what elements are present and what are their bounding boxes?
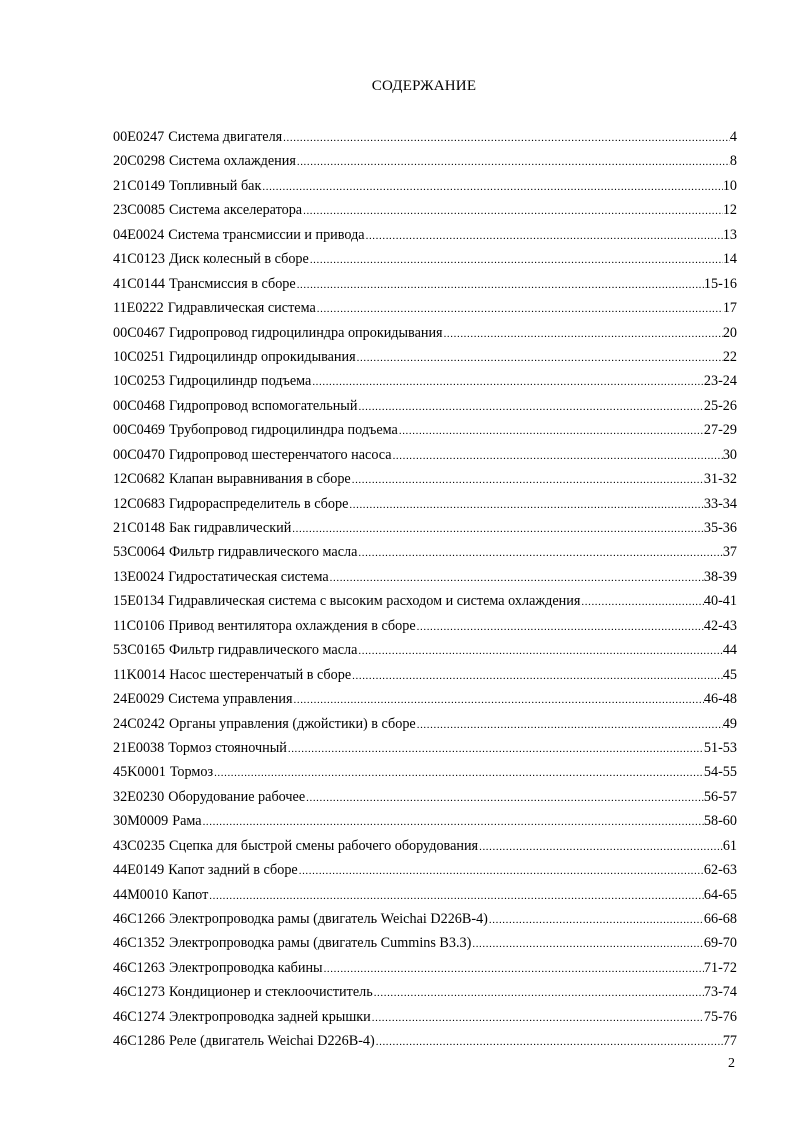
toc-entry-code: 04E0024: [113, 226, 165, 243]
toc-entry-page: 62-63: [703, 862, 737, 879]
toc-dot-leader: [373, 981, 704, 1005]
toc-entry-title: Гидравлическая система с высоким расходом и система охлаждения: [168, 593, 581, 610]
toc-dot-leader: [291, 517, 704, 541]
toc-dot-leader: [357, 541, 722, 565]
toc-entry: [113, 394, 737, 418]
toc-dot-leader: [261, 175, 722, 199]
toc-dot-leader: [351, 664, 723, 688]
toc-entry-code: 24E0029: [113, 691, 165, 708]
toc-entry-code: 15E0134: [113, 593, 165, 610]
toc-entry-code: 41C0144: [113, 275, 166, 292]
toc-entry-code: 12C0682: [113, 471, 166, 488]
toc-entry-page: 61: [722, 837, 737, 854]
toc-entry: [113, 272, 737, 296]
toc-entry-code: 46C1286: [113, 1033, 166, 1050]
toc-entry-title: Кондиционер и стеклоочиститель: [169, 984, 373, 1001]
toc-dot-leader: [478, 835, 723, 859]
toc-dot-leader: [296, 273, 704, 297]
toc-entry-title: Сцепка для быстрой смены рабочего оборудования: [169, 837, 479, 854]
toc-entry: [113, 614, 737, 638]
toc-entry-page: 66-68: [703, 911, 737, 927]
toc-dot-leader: [293, 688, 704, 712]
toc-entry-page: 46-48: [703, 691, 737, 708]
toc-entry: [113, 223, 737, 247]
toc-entry-code: 11C0106: [113, 617, 165, 634]
toc-entry-code: 11E0222: [113, 300, 164, 317]
toc-entry-page: 4: [729, 129, 737, 145]
toc-entry-code: 12C0683: [113, 495, 166, 512]
toc-entry-page: 38-39: [703, 568, 737, 585]
toc-dot-leader: [471, 932, 704, 956]
toc-entry: [113, 369, 737, 393]
toc-entry-page: 56-57: [703, 788, 737, 805]
toc-entry: [113, 125, 737, 149]
toc-entry: [113, 1005, 737, 1029]
toc-entry: [113, 785, 737, 809]
toc-entry: [113, 883, 737, 907]
toc-dot-leader: [356, 346, 723, 370]
toc-entry: [113, 418, 737, 442]
toc-entry: [113, 198, 737, 222]
toc-entry: [113, 809, 737, 833]
toc-entry-title: Гидроцилиндр подъема: [169, 373, 312, 390]
toc-entry: [113, 174, 737, 198]
toc-entry-page: 45: [722, 666, 737, 683]
toc-entry-title: Гидроцилиндр опрокидывания: [169, 348, 356, 365]
toc-entry-code: 53C0165: [113, 642, 166, 659]
toc-dot-leader: [311, 370, 704, 394]
toc-dot-leader: [348, 493, 704, 517]
toc-dot-leader: [488, 908, 704, 932]
toc-entry-title: Гидростатическая система: [168, 568, 329, 585]
toc-entry-title: Насос шестеренчатый в сборе: [169, 666, 352, 683]
toc-entry-page: 14: [722, 251, 737, 268]
toc-dot-leader: [302, 199, 723, 223]
toc-entry-page: 13: [722, 226, 737, 243]
toc-entry-title: Оборудование рабочее: [168, 788, 306, 805]
toc-dot-leader: [309, 248, 723, 272]
toc-dot-leader: [443, 322, 723, 346]
toc-entry-page: 51-53: [703, 739, 737, 756]
toc-entry-code: 53C0064: [113, 544, 166, 561]
toc-entry-title: Привод вентилятора охлаждения в сборе: [168, 617, 416, 634]
toc-entry-code: 00E0247: [113, 129, 165, 145]
toc-entry-code: 32E0230: [113, 788, 165, 805]
toc-entry-code: 43C0235: [113, 837, 166, 854]
toc-entry-page: 54-55: [703, 764, 737, 781]
toc-entry-title: Капот задний в сборе: [168, 862, 298, 879]
toc-entry: [113, 1029, 737, 1053]
toc-entry-page: 30: [722, 446, 737, 463]
toc-entry-title: Топливный бак: [169, 177, 262, 194]
toc-entry-code: 41C0123: [113, 251, 166, 268]
toc-entry-title: Система акселератора: [169, 202, 303, 219]
toc-entry: [113, 540, 737, 564]
toc-entry-code: 21C0149: [113, 177, 166, 194]
toc-entry-title: Фильтр гидравлического масла: [169, 544, 358, 561]
toc-entry-code: 00C0469: [113, 422, 166, 439]
toc-entry-page: 20: [722, 324, 737, 341]
toc-entry-title: Гидравлическая система: [167, 300, 316, 317]
toc-entry-title: Фильтр гидравлического масла: [169, 642, 358, 659]
toc-entry-title: Гидропровод вспомогательный: [169, 397, 358, 414]
toc-entry-page: 77: [722, 1033, 737, 1050]
toc-entry-code: 46C1266: [113, 911, 166, 927]
toc-dot-leader: [580, 590, 704, 614]
toc-entry-title: Тормоз: [169, 764, 214, 781]
toc-entry-page: 35-36: [703, 520, 737, 536]
toc-entry: [113, 834, 737, 858]
toc-entry-page: 75-76: [703, 1008, 737, 1025]
toc-entry-code: 46C1274: [113, 1008, 166, 1025]
toc-entry-code: 44E0149: [113, 862, 165, 879]
toc-dot-leader: [287, 737, 704, 761]
toc-entry-code: 44M0010: [113, 886, 169, 903]
toc-entry-code: 20C0298: [113, 153, 166, 170]
toc-entry-title: Клапан выравнивания в сборе: [169, 471, 351, 488]
toc-entry: [113, 760, 737, 784]
toc-entry-title: Реле (двигатель Weichai D226B-4): [169, 1033, 375, 1050]
toc-dot-leader: [416, 615, 704, 639]
toc-entry-title: Электропроводка рамы (двигатель Cummins B3.3): [169, 935, 472, 952]
toc-entry: [113, 931, 737, 955]
toc-entry: [113, 247, 737, 271]
toc-entry-code: 21C0148: [113, 520, 166, 536]
toc-entry-page: 10: [722, 177, 737, 194]
toc-entry-title: Тормоз стояночный: [168, 739, 287, 756]
toc-entry: [113, 956, 737, 980]
page-number: 2: [728, 1056, 735, 1071]
toc-entry-page: 12: [722, 202, 737, 219]
toc-dot-leader: [329, 566, 704, 590]
toc-entry-title: Система трансмиссии и привода: [168, 226, 365, 243]
toc-entry-page: 15-16: [703, 275, 737, 292]
toc-entry-page: 49: [722, 715, 737, 732]
toc-entry-title: Органы управления (джойстики) в сборе: [169, 715, 416, 732]
toc-entry-title: Диск колесный в сборе: [169, 251, 309, 268]
toc-dot-leader: [298, 859, 704, 883]
toc-entry-title: Капот: [172, 886, 209, 903]
toc-entry: [113, 687, 737, 711]
toc-entry-page: 23-24: [703, 373, 737, 390]
toc-entry-page: 27-29: [703, 422, 737, 439]
toc-entry-code: 30M0009: [113, 813, 169, 830]
toc-entry-page: 31-32: [703, 471, 737, 488]
toc-entry-title: Трубопровод гидроцилиндра подъема: [169, 422, 398, 439]
toc-entry-code: 13E0024: [113, 568, 165, 585]
toc-entry: [113, 321, 737, 345]
toc-dot-leader: [323, 957, 704, 981]
toc-entry: [113, 638, 737, 662]
toc-entry-title: Система двигателя: [168, 129, 283, 145]
toc-entry-code: 46C1263: [113, 959, 166, 976]
toc-entry: [113, 345, 737, 369]
toc-dot-leader: [213, 761, 704, 785]
toc-entry: [113, 736, 737, 760]
toc-dot-leader: [375, 1030, 723, 1054]
toc-entry-code: 23C0085: [113, 202, 166, 219]
toc-entry-code: 00C0467: [113, 324, 166, 341]
toc-dot-leader: [365, 224, 723, 248]
toc-entry: [113, 980, 737, 1004]
toc-dot-leader: [202, 810, 704, 834]
toc-entry-title: Гидропровод гидроцилиндра опрокидывания: [169, 324, 443, 341]
toc-entry-code: 10C0253: [113, 373, 166, 390]
toc-entry: [113, 712, 737, 736]
toc-entry-title: Электропроводка задней крышки: [169, 1008, 371, 1025]
toc-dot-leader: [398, 419, 704, 443]
toc-entry-title: Трансмиссия в сборе: [169, 275, 296, 292]
toc-entry-page: 33-34: [703, 495, 737, 512]
toc-entry-page: 73-74: [703, 984, 737, 1001]
toc-entry: [113, 516, 737, 540]
toc-dot-leader: [357, 639, 722, 663]
page-title: СОДЕРЖАНИЕ: [371, 78, 477, 94]
toc-entry-page: 71-72: [703, 959, 737, 976]
toc-entry-page: 37: [722, 544, 737, 561]
toc-entry-title: Система управления: [168, 691, 293, 708]
toc-entry-page: 58-60: [703, 813, 737, 830]
toc-dot-leader: [392, 444, 723, 468]
toc-dot-leader: [305, 786, 704, 810]
toc-entry-page: 44: [722, 642, 737, 659]
toc-entry-page: 69-70: [703, 935, 737, 952]
toc-entry: [113, 858, 737, 882]
toc-entry: [113, 663, 737, 687]
toc-entry-code: 10C0251: [113, 348, 166, 365]
toc-entry-code: 11K0014: [113, 666, 166, 683]
toc-dot-leader: [282, 126, 730, 150]
toc-entry-title: Система охлаждения: [169, 153, 296, 170]
toc-dot-leader: [316, 297, 723, 321]
toc-entry: [113, 907, 737, 931]
toc-entry: [113, 467, 737, 491]
toc-entry: [113, 296, 737, 320]
toc-entry-page: 17: [722, 300, 737, 317]
table-of-contents: [113, 125, 737, 1054]
toc-entry-page: 22: [722, 348, 737, 365]
toc-entry-code: 46C1273: [113, 984, 166, 1001]
toc-entry-code: 21E0038: [113, 739, 165, 756]
toc-entry-title: Электропроводка рамы (двигатель Weichai D226B-4): [169, 911, 488, 927]
toc-dot-leader: [371, 1006, 704, 1030]
toc-entry: [113, 443, 737, 467]
toc-entry-title: Электропроводка кабины: [169, 959, 323, 976]
toc-entry: [113, 589, 737, 613]
toc-entry-page: 8: [729, 153, 737, 170]
toc-entry-title: Гидропровод шестеренчатого насоса: [169, 446, 392, 463]
toc-entry-title: Гидрораспределитель в сборе: [169, 495, 349, 512]
toc-dot-leader: [296, 150, 730, 174]
toc-entry-page: 25-26: [703, 397, 737, 414]
toc-entry-code: 00C0468: [113, 397, 166, 414]
toc-dot-leader: [351, 468, 704, 492]
toc-entry: [113, 565, 737, 589]
toc-dot-leader: [208, 884, 704, 908]
toc-entry-code: 45K0001: [113, 764, 166, 781]
toc-entry-title: Рама: [172, 813, 202, 830]
toc-entry-page: 40-41: [703, 593, 737, 610]
toc-dot-leader: [416, 713, 723, 737]
toc-entry: [113, 149, 737, 173]
toc-entry: [113, 492, 737, 516]
toc-entry-code: 24C0242: [113, 715, 166, 732]
toc-entry-page: 64-65: [703, 886, 737, 903]
toc-entry-title: Бак гидравлический: [169, 520, 292, 536]
toc-entry-code: 00C0470: [113, 446, 166, 463]
toc-dot-leader: [357, 395, 703, 419]
toc-entry-page: 42-43: [703, 617, 737, 634]
toc-entry-code: 46C1352: [113, 935, 166, 952]
